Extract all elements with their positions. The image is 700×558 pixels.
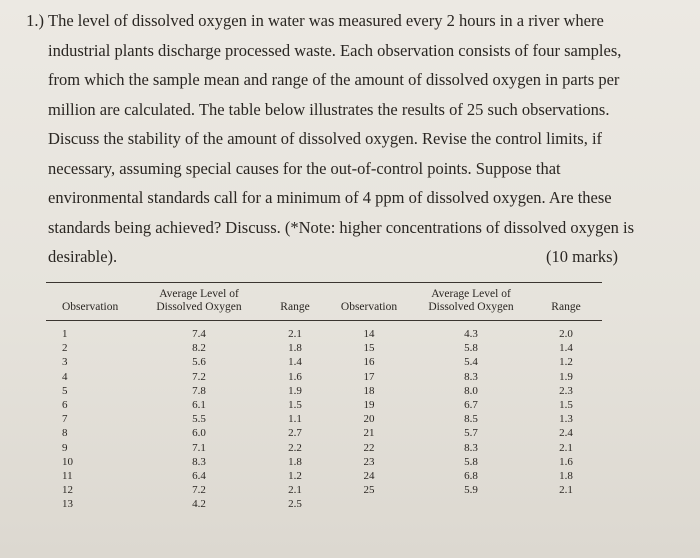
- cell-range: 2.7: [288, 427, 302, 440]
- cell-range: 1.9: [288, 384, 302, 397]
- cell-average-oxygen-2: 5.8: [464, 342, 478, 355]
- question-line: standards being achieved? Discuss. (*Note: higher concentrations of dissolved oxygen is: [48, 217, 635, 237]
- cell-observation: 7: [62, 413, 68, 426]
- cell-observation: 6: [62, 399, 68, 412]
- cell-observation: 2: [62, 342, 68, 355]
- question-line: 1.) The level of dissolved oxygen in water was measured every 2 hours in a river where: [0, 6, 700, 36]
- cell-observation: 13: [62, 498, 73, 511]
- cell-observation-2: 15: [363, 342, 375, 355]
- cell-range-2: 1.2: [559, 356, 573, 369]
- cell-range-2: [530, 497, 602, 511]
- cell-range-2: 2.1: [559, 484, 573, 497]
- table-row: [46, 355, 602, 369]
- cell-average-oxygen: 7.4: [192, 328, 206, 340]
- cell-observation: 1: [62, 328, 68, 340]
- cell-observation: 12: [62, 484, 73, 497]
- table-row: [46, 412, 602, 426]
- cell-average-oxygen-2: 8.3: [464, 370, 478, 383]
- cell-range-2: 1.4: [559, 342, 573, 355]
- cell-observation: 8: [62, 427, 68, 440]
- cell-range-2: 2.3: [559, 384, 573, 397]
- cell-average-oxygen: 8.3: [192, 455, 206, 468]
- cell-observation: 5: [62, 384, 68, 397]
- table-row: [46, 426, 602, 440]
- cell-observation-2: 14: [363, 328, 375, 340]
- cell-range-2: 2.4: [559, 427, 573, 440]
- cell-range: 1.5: [288, 399, 302, 412]
- cell-average-oxygen: 6.0: [192, 427, 206, 440]
- cell-average-oxygen: 5.6: [192, 356, 206, 369]
- cell-range: 1.8: [288, 342, 302, 355]
- cell-observation: 4: [62, 370, 68, 383]
- dissolved-oxygen-table: [46, 282, 602, 512]
- question-line: million are calculated. The table below illustrates the results of 25 such observations.: [48, 99, 610, 119]
- table-row: [46, 370, 602, 384]
- cell-observation: 3: [62, 356, 68, 369]
- table-row: [46, 398, 602, 412]
- table-row: [46, 469, 602, 483]
- cell-range-2: 1.6: [559, 455, 573, 468]
- cell-range: 1.4: [288, 356, 302, 369]
- table-row: [46, 384, 602, 398]
- cell-observation: 9: [62, 441, 68, 454]
- table-row: [46, 455, 602, 469]
- header-range-2: Range: [551, 301, 581, 313]
- cell-observation-2: 21: [363, 427, 375, 440]
- cell-average-oxygen: 7.1: [192, 441, 206, 454]
- cell-range-2: 2.1: [559, 441, 573, 454]
- cell-observation-2: 19: [363, 399, 375, 412]
- cell-average-oxygen: 7.2: [192, 370, 206, 383]
- table-row: [46, 321, 602, 342]
- question-number: 1.): [26, 11, 44, 30]
- cell-average-oxygen-2: 5.8: [464, 455, 478, 468]
- cell-average-oxygen: 6.4: [192, 470, 206, 483]
- cell-observation-2: 25: [363, 484, 375, 497]
- question-line: necessary, assuming special causes for the out-of-control points. Suppose that: [48, 158, 561, 178]
- cell-average-oxygen-2: 6.8: [464, 470, 478, 483]
- table-row: [46, 341, 602, 355]
- header-observation-2: Observation: [340, 301, 398, 313]
- question-line: from which the sample mean and range of the amount of dissolved oxygen in parts per: [48, 70, 620, 89]
- cell-average-oxygen: 7.8: [192, 384, 206, 397]
- cell-observation: 10: [62, 455, 73, 468]
- cell-range-2: 1.9: [559, 370, 573, 383]
- cell-observation-2: 24: [363, 470, 375, 483]
- cell-average-oxygen-2: 5.9: [464, 484, 478, 497]
- question-line: industrial plants discharge processed waste. Each observation consists of four samples,: [48, 40, 622, 60]
- cell-range: 1.1: [288, 413, 302, 426]
- cell-average-oxygen-2: 5.4: [464, 356, 478, 369]
- cell-average-oxygen-2: 6.7: [464, 399, 478, 412]
- cell-range: 1.2: [288, 470, 302, 483]
- table-header-row: [46, 283, 602, 321]
- header-average-level-2: Average Level of Dissolved Oxygen: [428, 288, 514, 313]
- cell-range-2: 1.8: [559, 470, 573, 483]
- cell-observation-2: 16: [363, 356, 375, 369]
- cell-average-oxygen: 8.2: [192, 342, 206, 355]
- marks-label: (10 marks): [546, 247, 618, 266]
- cell-range-2: 1.5: [559, 399, 573, 412]
- table-row: [46, 497, 602, 511]
- cell-range: 1.8: [288, 455, 302, 468]
- cell-average-oxygen-2: 8.3: [464, 441, 478, 454]
- cell-range: 2.2: [288, 441, 302, 454]
- cell-average-oxygen: 4.2: [192, 498, 206, 511]
- question-text: [0, 6, 700, 272]
- question-line: desirable). (10 marks): [0, 242, 700, 272]
- cell-range: 1.6: [288, 370, 302, 383]
- cell-average-oxygen-2: 4.3: [464, 328, 478, 340]
- header-average-level: Average Level of Dissolved Oxygen: [156, 288, 242, 313]
- header-observation: Observation: [62, 301, 119, 313]
- cell-observation-2: [326, 497, 412, 511]
- cell-range: 2.5: [288, 498, 302, 511]
- cell-observation-2: 17: [363, 370, 375, 383]
- cell-average-oxygen-2: 8.0: [464, 384, 478, 397]
- cell-observation-2: 18: [363, 384, 375, 397]
- question-line: Discuss the stability of the amount of dissolved oxygen. Revise the control limits, if: [48, 129, 603, 148]
- cell-observation-2: 20: [363, 413, 375, 426]
- cell-range-2: 2.0: [559, 328, 573, 340]
- cell-average-oxygen: 7.2: [192, 484, 206, 497]
- cell-average-oxygen-2: 5.7: [464, 427, 478, 440]
- cell-observation-2: 22: [363, 441, 375, 454]
- question-line: environmental standards call for a minimum of 4 ppm of dissolved oxygen. Are these: [48, 188, 612, 207]
- cell-observation: 11: [62, 470, 73, 483]
- cell-average-oxygen: 6.1: [192, 399, 206, 412]
- cell-range-2: 1.3: [559, 413, 573, 426]
- cell-range: 2.1: [288, 484, 302, 497]
- table-row: [46, 483, 602, 497]
- cell-observation-2: 23: [363, 455, 375, 468]
- cell-average-oxygen: 5.5: [192, 413, 206, 426]
- cell-range: 2.1: [288, 328, 302, 340]
- data-table-container: [46, 282, 602, 558]
- cell-average-oxygen-2: [412, 497, 530, 511]
- cell-average-oxygen-2: 8.5: [464, 413, 478, 426]
- table-row: [46, 441, 602, 455]
- header-range: Range: [280, 301, 310, 313]
